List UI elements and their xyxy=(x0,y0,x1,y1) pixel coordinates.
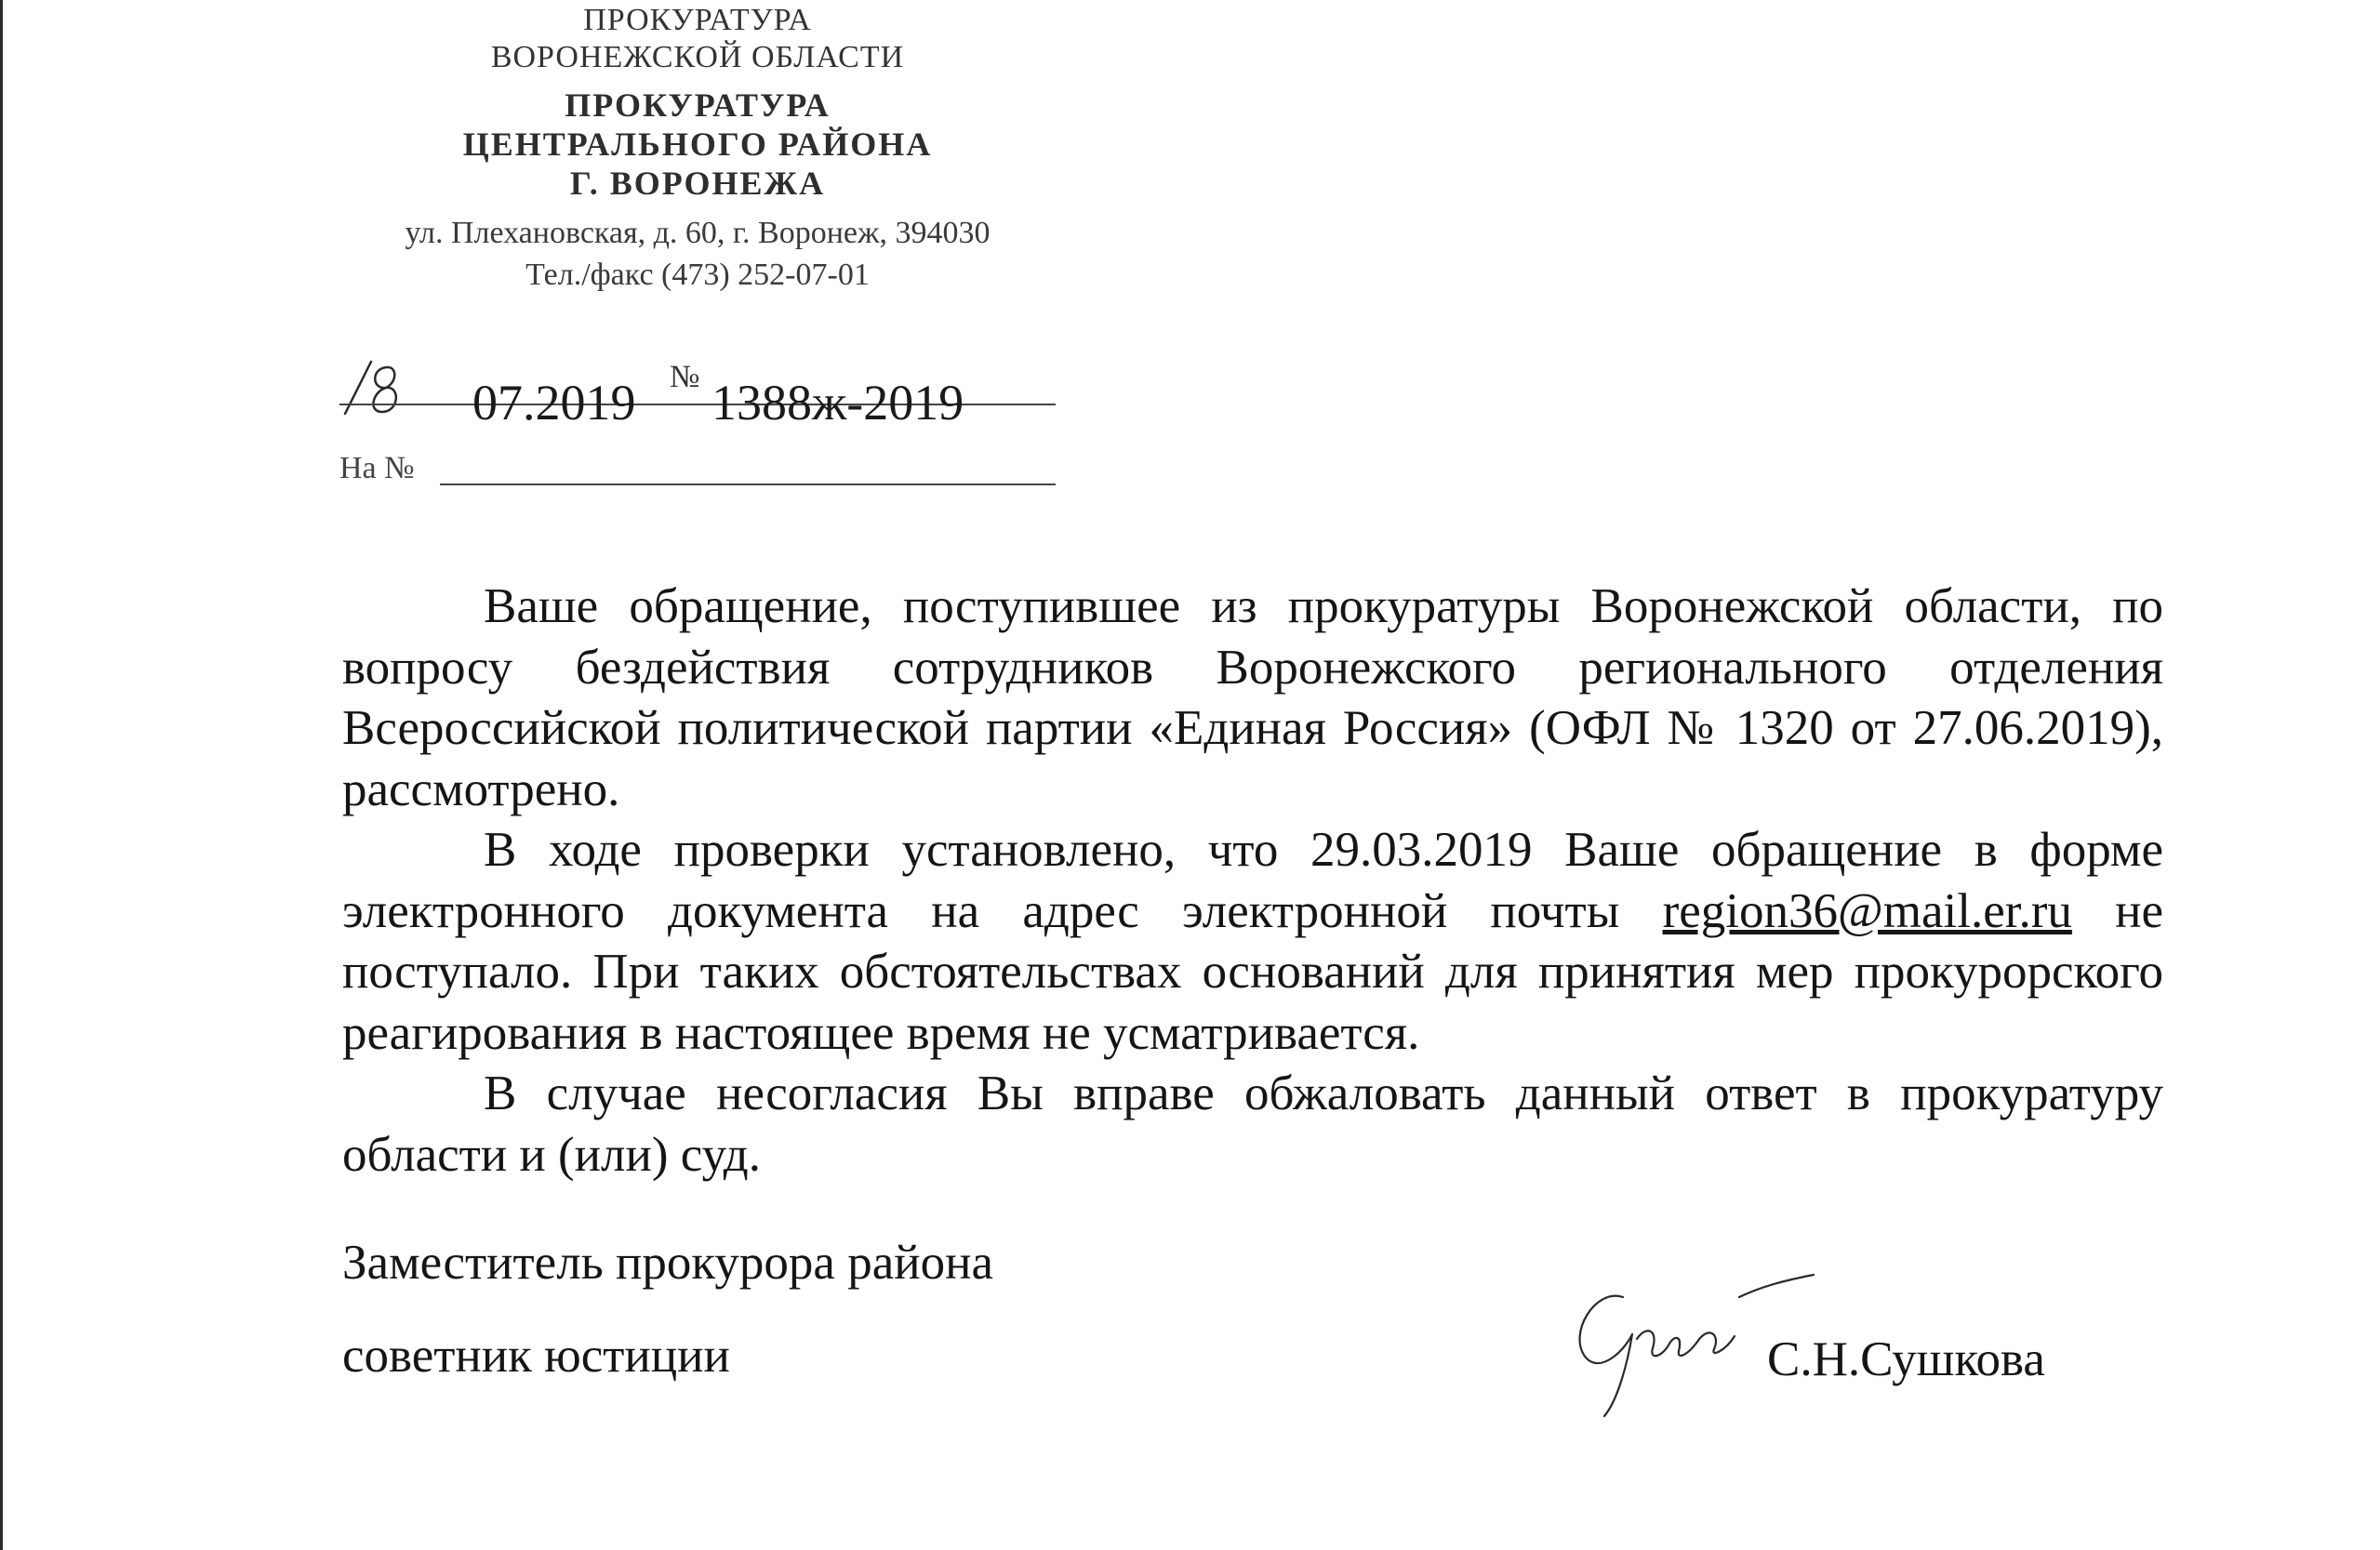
reply-reference-line xyxy=(339,446,1056,493)
parent-office-line-2: ВОРОНЕЖСКОЙ ОБЛАСТИ xyxy=(490,40,905,74)
scan-edge xyxy=(0,0,3,1550)
office-name-line-1: ПРОКУРАТУРА xyxy=(565,86,831,124)
paragraph-3: В случае несогласия Вы вправе обжаловать данный ответ в прокуратуру области и (или) суд. xyxy=(342,1066,2163,1182)
office-phone: Тел./факс (473) 252-07-01 xyxy=(525,258,870,292)
office-name-line-2: ЦЕНТРАЛЬНОГО РАЙОНА xyxy=(462,126,933,163)
registration-line xyxy=(339,358,1056,432)
office-name-line-3: Г. ВОРОНЕЖА xyxy=(569,165,826,202)
paragraph-1: Ваше обращение, поступившее из прокуратуры Воронежской области, по вопросу бездействия сотрудников Воронежского регионального отделения Всероссийской политической партии «Единая Россия» (ОФЛ № 1320 от 27.06.2019), рассмотрено. xyxy=(342,579,2163,816)
parent-office-line-1: ПРОКУРАТУРА xyxy=(583,3,812,37)
reply-reference-blank xyxy=(440,484,1056,485)
signatory-position: Заместитель прокурора района xyxy=(342,1236,993,1290)
office-address: ул. Плехановская, д. 60, г. Воронеж, 394030 xyxy=(405,216,991,250)
signatory-rank: советник юстиции xyxy=(342,1329,730,1383)
paragraph-2 xyxy=(342,820,2163,1064)
registration-date: 07.2019 xyxy=(472,375,636,431)
registration-number: 1388ж-2019 xyxy=(711,375,964,431)
letter-body xyxy=(342,576,2163,1186)
number-sign: № xyxy=(670,360,700,394)
paragraph-2-start: В ходе проверки установлено, что 29.03.2019 Ваше обращение в форме электронного документа на адрес электронной почты xyxy=(342,823,2163,938)
signatory-name: С.Н.Сушкова xyxy=(1767,1332,2045,1386)
office-name xyxy=(316,86,1079,203)
handwritten-day xyxy=(339,358,414,423)
letterhead xyxy=(316,0,1079,296)
office-address-block xyxy=(316,212,1079,296)
email-link[interactable]: region36@mail.er.ru xyxy=(1662,883,2072,938)
reply-reference-label: На № xyxy=(339,451,415,485)
paragraph-2-end: не поступало. При таких обстоятельствах оснований для принятия мер прокурорского реагирования в настоящее время не усматривается. xyxy=(342,883,2163,1060)
